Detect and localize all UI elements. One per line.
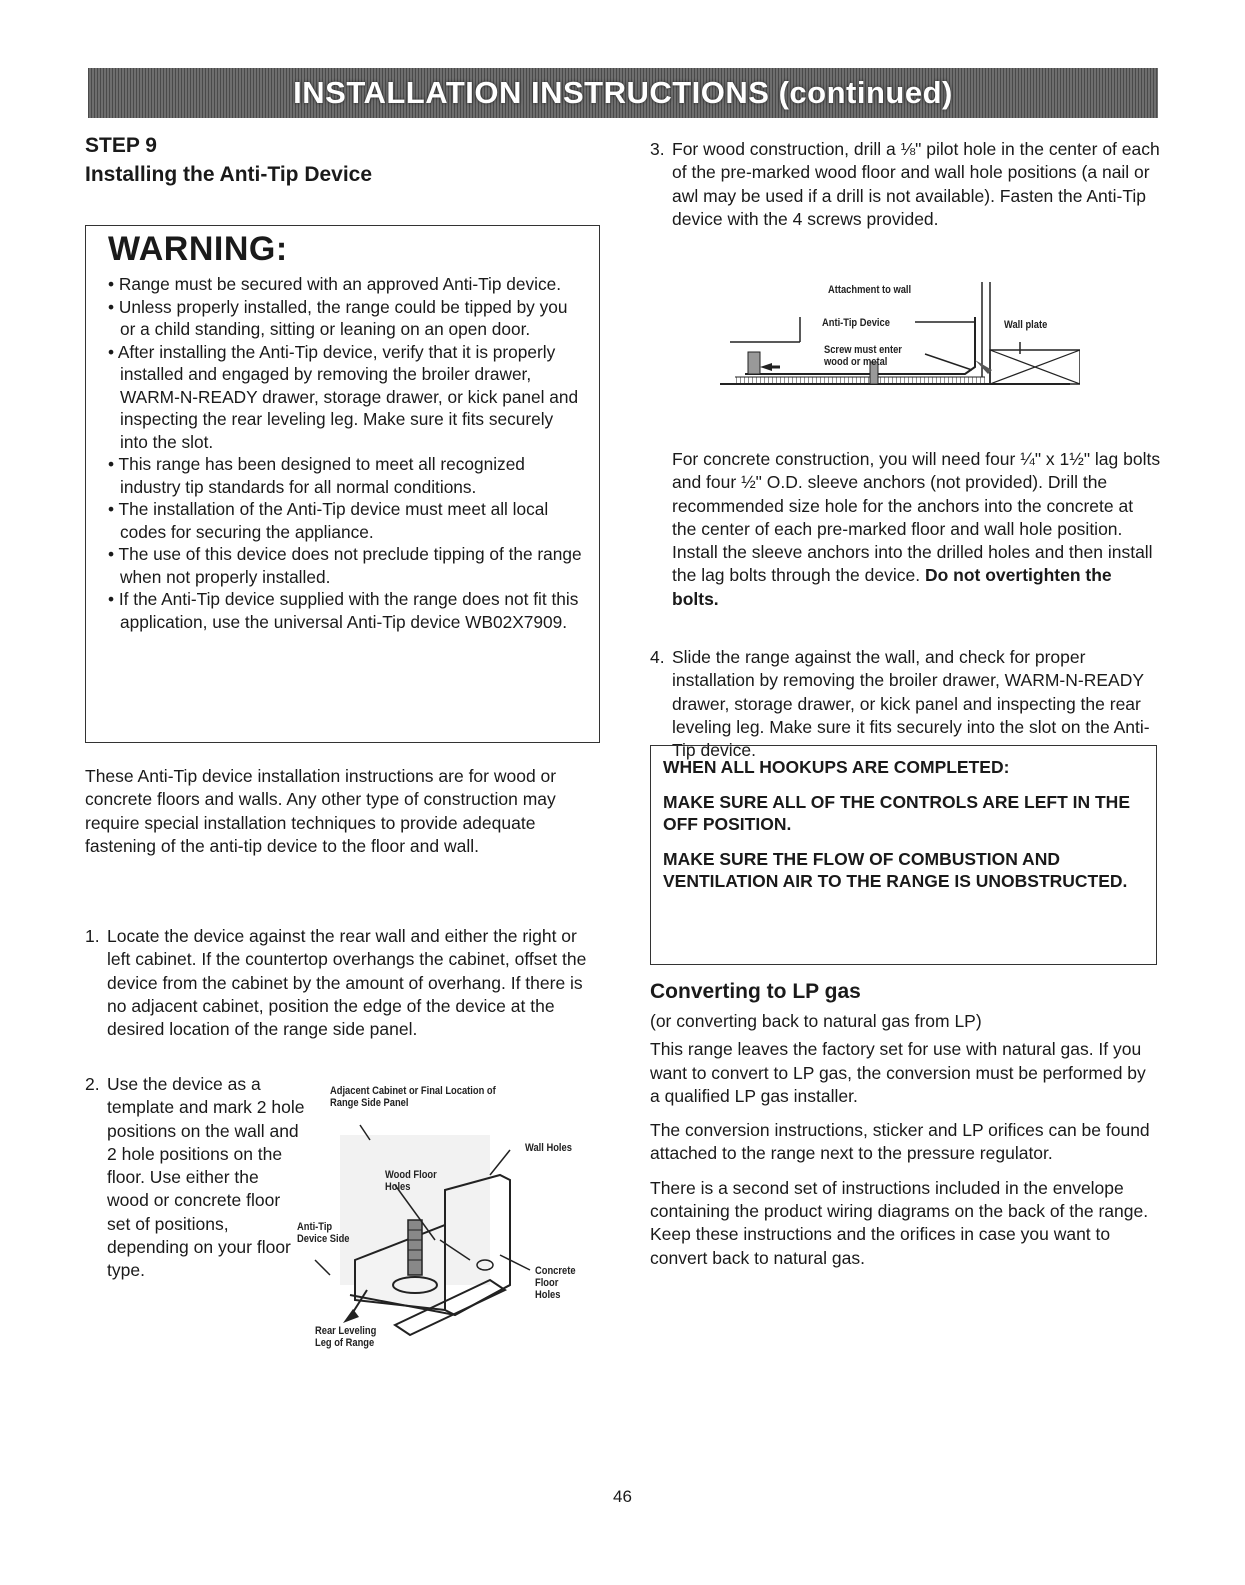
warning-box	[85, 225, 600, 743]
wall-attachment-figure	[720, 272, 1080, 397]
lp-paragraph-2: The conversion instructions, sticker and LP orifices can be found attached to the range next to the pressure regulator.	[650, 1120, 1150, 1164]
lp-conversion-section	[650, 978, 1160, 1281]
warning-item: • Unless properly installed, the range could be tipped by you or a child standing, sitting or leaning on an open door.	[108, 296, 585, 341]
step-item-1	[85, 925, 595, 1041]
lp-paragraph-1: This range leaves the factory set for use with natural gas. If you want to convert to LP gas, the conversion must be performed by a qualified LP gas installer.	[650, 1039, 1146, 1106]
step-item-number: 4.	[650, 647, 665, 667]
hookups-heading: WHEN ALL HOOKUPS ARE COMPLETED:	[663, 757, 1010, 777]
step-header	[85, 132, 605, 190]
wood-floor-holes-label: Wood Floor Holes	[385, 1169, 437, 1193]
concrete-warning: Do not overtighten the bolts.	[672, 565, 1112, 609]
warning-list	[108, 273, 585, 633]
hookups-notice-box	[650, 745, 1157, 965]
section-banner	[88, 68, 1158, 118]
intro-paragraph: These Anti-Tip device installation instructions are for wood or concrete floors and walls. Any other type of construction may require special installation techniques to provide adequate fastening of the anti-tip device to the floor and wall.	[85, 766, 557, 856]
warning-item: • After installing the Anti-Tip device, verify that it is properly installed and engaged by removing the broiler drawer, WARM-N-READY drawer, storage drawer, or kick panel and inspecting the rear leveling leg. Make sure it fits securely into the slot.	[108, 341, 585, 454]
step-item-2	[85, 1073, 305, 1283]
warning-item: • If the Anti-Tip device supplied with the range does not fit this application, use the universal Anti-Tip device WB02X7909.	[108, 588, 585, 633]
screw-label: Screw must enter wood or metal	[824, 344, 902, 368]
page-number: 46	[613, 1487, 632, 1506]
wall-plate-label: Wall plate	[1004, 319, 1048, 331]
hookups-ventilation: MAKE SURE THE FLOW OF COMBUSTION AND VENTILATION AIR TO THE RANGE IS UNOBSTRUCTED.	[663, 848, 1128, 891]
step-item-text: Use the device as a template and mark 2 hole positions on the wall and 2 hole positions on the floor. Use either the wood or concrete floor set of positions, depending on your floor type.	[107, 1074, 305, 1281]
anti-tip-device-label: Anti-Tip Device	[822, 317, 890, 329]
step-item-number: 1.	[85, 926, 100, 946]
warning-item: • This range has been designed to meet all recognized industry tip standards for all normal conditions.	[108, 453, 585, 498]
step-title: Installing the Anti-Tip Device	[85, 163, 373, 186]
warning-item: • The use of this device does not preclude tipping of the range when not properly installed.	[108, 543, 585, 588]
concrete-floor-holes-label: Concrete Floor Holes	[535, 1265, 576, 1301]
attachment-to-wall-label: Attachment to wall	[828, 284, 912, 296]
step-number: STEP 9	[85, 134, 157, 157]
step-item-number: 3.	[650, 139, 665, 159]
step-item-text: Slide the range against the wall, and check for proper installation by removing the broiler drawer, WARM-N-READY drawer, storage drawer, or kick panel and inspecting the rear leveling leg. Make sure it fits securely into the slot on the Anti-Tip device.	[672, 647, 1150, 761]
rear-leveling-leg-label: Rear Leveling Leg of Range	[315, 1325, 377, 1349]
anti-tip-placement-figure	[295, 1085, 595, 1365]
step-item-text: Locate the device against the rear wall and either the right or left cabinet. If the countertop overhangs the cabinet, offset the device from the cabinet by the amount of overhang. If there is no adjacent cabinet, position the edge of the device at the desired location of the range side panel.	[107, 926, 587, 1040]
step-item-3	[650, 138, 1160, 231]
warning-heading: WARNING:	[108, 230, 288, 268]
lp-title: Converting to LP gas	[650, 980, 861, 1003]
concrete-instructions	[672, 448, 1162, 611]
step-item-number: 2.	[85, 1074, 100, 1094]
concrete-text: For concrete construction, you will need four ¼" x 1½" lag bolts and four ½" O.D. sleeve anchors (not provided). Drill the recommended size hole for the anchors into the concrete at the center of each pre-marked floor and wall hole position. Install the sleeve anchors into the drilled holes and then install the lag bolts through the device.	[672, 449, 1161, 586]
wall-holes-label: Wall Holes	[525, 1142, 572, 1154]
hookups-controls: MAKE SURE ALL OF THE CONTROLS ARE LEFT IN THE OFF POSITION.	[663, 791, 1130, 834]
banner-title: INSTALLATION INSTRUCTIONS (continued)	[293, 75, 953, 110]
warning-item: • Range must be secured with an approved Anti-Tip device.	[108, 273, 585, 296]
lp-subtitle: (or converting back to natural gas from LP)	[650, 1011, 982, 1031]
lp-paragraph-3: There is a second set of instructions included in the envelope containing the product wiring diagrams on the back of the range. Keep these instructions and the orifices in case you want to convert back to natural gas.	[650, 1177, 1149, 1268]
adjacent-cabinet-label: Adjacent Cabinet or Final Location of Range Side Panel	[330, 1085, 496, 1109]
step-item-text: For wood construction, drill a ⅛" pilot hole in the center of each of the pre-marked wood floor and wall hole positions (a nail or awl may be used if a drill is not available). Fasten the Anti-Tip device with the 4 screws provided.	[672, 139, 1160, 229]
warning-item: • The installation of the Anti-Tip device must meet all local codes for securing the appliance.	[108, 498, 585, 543]
anti-tip-device-side-label: Anti-Tip Device Side	[297, 1221, 350, 1245]
